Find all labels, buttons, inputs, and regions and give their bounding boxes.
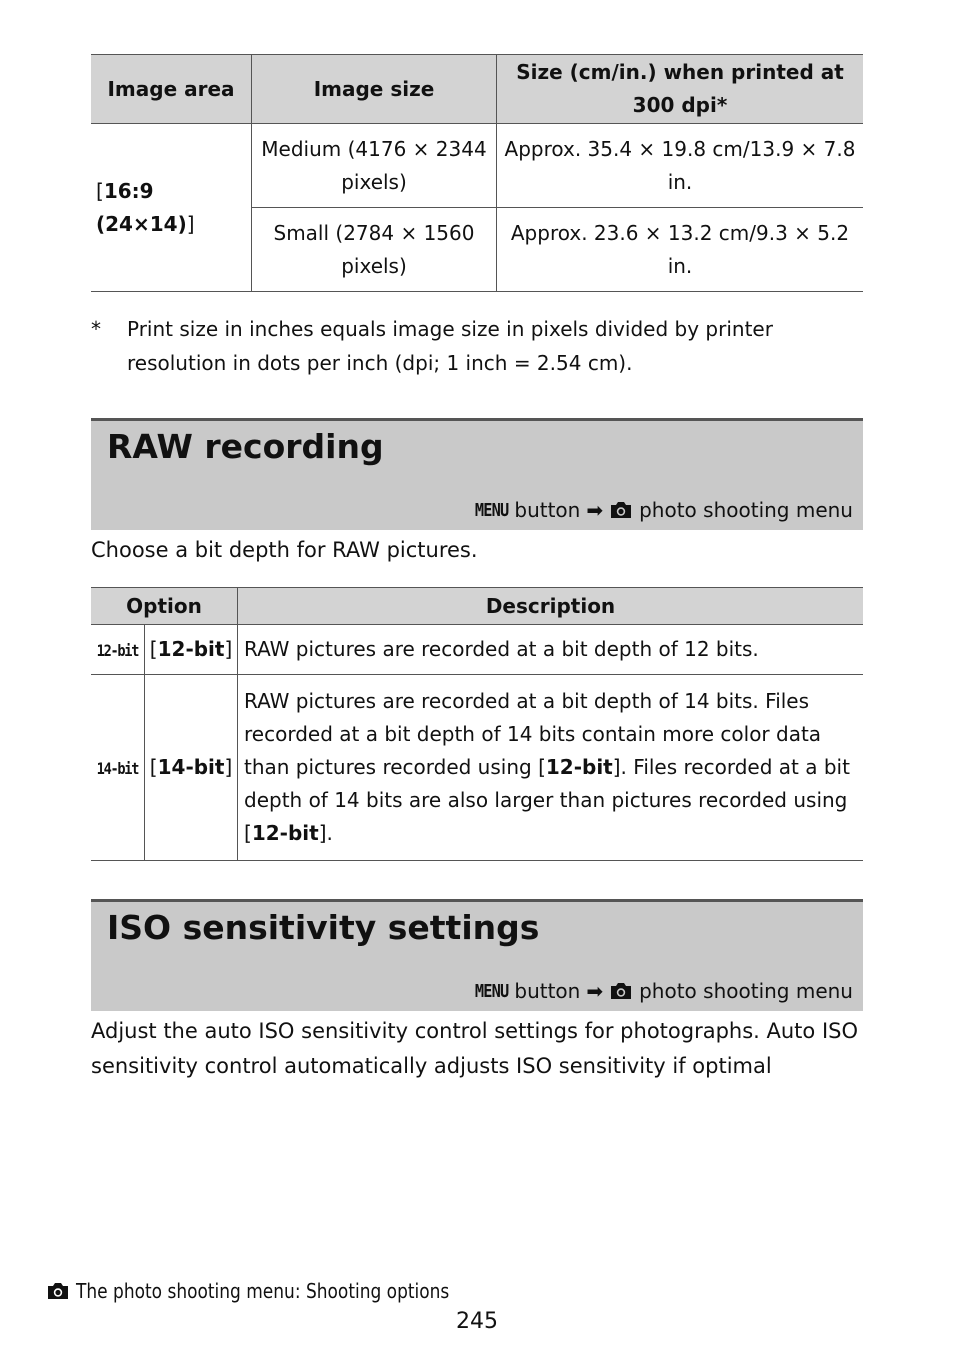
header-image-area: Image area (91, 55, 252, 124)
bit-depth-icon-cell (91, 625, 145, 675)
image-size-cell: Medium (4176 × 2344 pixels) (252, 124, 497, 208)
menu-button-label: MENU (474, 499, 509, 521)
menu-path (469, 979, 853, 1003)
option-reference: 12-bit (545, 755, 613, 779)
menu-button-label: MENU (474, 980, 509, 1002)
image-size-cell: Small (2784 × 1560 pixels) (252, 208, 497, 292)
option-description: RAW pictures are recorded at a bit depth of 12 bits. (238, 625, 864, 675)
menu-path-menu-name: photo shooting menu (639, 498, 853, 522)
table-header-row (91, 588, 863, 625)
header-option: Option (91, 588, 238, 625)
footer-section-link[interactable] (46, 1279, 515, 1303)
raw-recording-header (91, 418, 863, 530)
raw-option-table (91, 587, 863, 861)
option-label-cell: [14-bit] (145, 675, 238, 861)
right-arrow-icon: ➡ (586, 498, 604, 522)
footnote-mark: * (91, 317, 101, 341)
table-row (91, 675, 863, 861)
right-arrow-icon: ➡ (586, 979, 604, 1003)
page-number: 245 (456, 1309, 498, 1334)
menu-path-button-text: button (514, 979, 581, 1003)
camera-icon (46, 1281, 70, 1301)
option-label: 14-bit (157, 755, 225, 779)
header-print-size: Size (cm/in.) when printed at 300 dpi* (497, 55, 864, 124)
section-title: ISO sensitivity settings (107, 908, 540, 947)
camera-icon (609, 500, 633, 520)
option-reference: 12-bit (251, 821, 319, 845)
camera-icon (609, 981, 633, 1001)
menu-path-menu-name: photo shooting menu (639, 979, 853, 1003)
iso-sensitivity-header (91, 899, 863, 1011)
raw-intro-text: Choose a bit depth for RAW pictures. (91, 538, 478, 562)
image-size-table (91, 54, 863, 292)
header-image-size: Image size (252, 55, 497, 124)
section-title: RAW recording (107, 427, 384, 466)
image-area-cell: [16:9 (24×14)] (91, 124, 252, 292)
table-header-row (91, 55, 863, 124)
iso-intro-text: Adjust the auto ISO sensitivity control settings for photographs. Auto ISO sensitivity control automatically adjusts ISO sensitivity if optimal (91, 1019, 858, 1078)
image-area-value: 16:9 (24×14) (96, 178, 187, 236)
table-row (91, 625, 863, 675)
option-label-cell: [12-bit] (145, 625, 238, 675)
table-row (91, 124, 863, 208)
header-description: Description (238, 588, 864, 625)
footer-section-label: The photo shooting menu: Shooting options (76, 1279, 450, 1303)
option-description: RAW pictures are recorded at a bit depth of 14 bits. Files recorded at a bit depth of 14 bits contain more color data than pictures recorded using [12-bit]. Files recorded at a bit depth of 14 bits are also larger than pictures recorded using [12-bit]. (238, 675, 864, 861)
menu-path-button-text: button (514, 498, 581, 522)
14-bit-icon: 14-bit (96, 758, 139, 778)
menu-path (469, 498, 853, 522)
12-bit-icon: 12-bit (96, 640, 139, 660)
footnote-text: Print size in inches equals image size in pixels divided by printer resolution in dots per inch (dpi; 1 inch = 2.54 cm). (127, 317, 773, 375)
bit-depth-icon-cell (91, 675, 145, 861)
print-size-cell: Approx. 35.4 × 19.8 cm/13.9 × 7.8 in. (497, 124, 864, 208)
option-label: 12-bit (157, 637, 225, 661)
print-size-cell: Approx. 23.6 × 13.2 cm/9.3 × 5.2 in. (497, 208, 864, 292)
